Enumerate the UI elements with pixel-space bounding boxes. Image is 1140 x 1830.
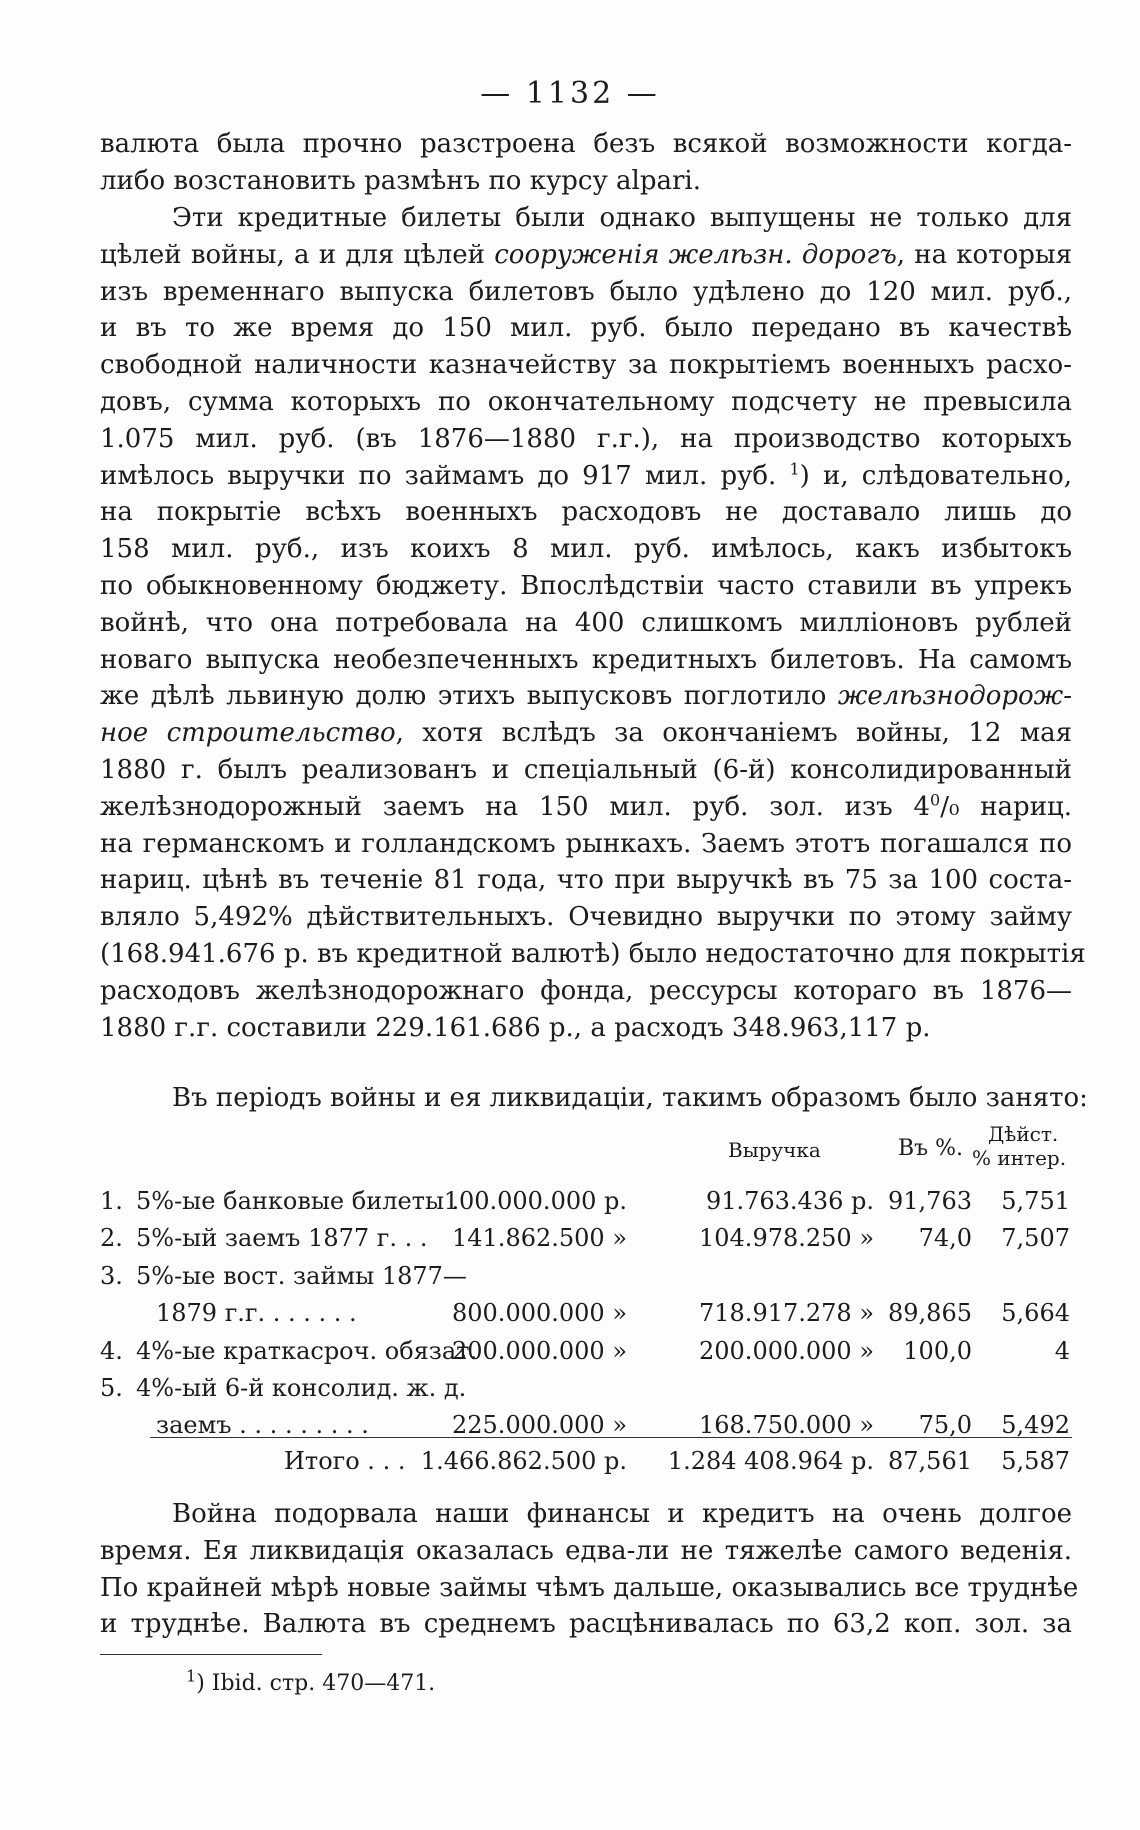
- text-line: на покрытіе всѣхъ военныхъ расходовъ не доставало лишь до: [100, 497, 1072, 528]
- table-row: [100, 1370, 1072, 1407]
- paragraph-war-finances: [100, 1496, 1079, 1643]
- text-line: нариц. цѣнѣ въ теченіе 81 года, что при выручкѣ въ 75 за 100 соста-: [100, 865, 1072, 896]
- header-proceeds: Выручка: [728, 1138, 821, 1162]
- nominal-cell: 100.000.000 р.: [443, 1187, 627, 1215]
- table-intro: [100, 1080, 1088, 1117]
- loans-table: [100, 1183, 1072, 1445]
- text-line: Въ періодъ войны и ея ликвидаціи, такимъ образомъ было занято:: [172, 1083, 1088, 1113]
- text-line: По крайней мѣрѣ новые займы чѣмъ дальше, оказывались все труднѣе: [100, 1572, 1079, 1603]
- footnote-text: ) Ibid. стр. 470—471.: [196, 1671, 436, 1696]
- percent-cell: 91,763: [888, 1187, 972, 1215]
- total-proceeds: 1.284 408.964 р.: [667, 1447, 874, 1475]
- paragraph-continuation: [100, 126, 1072, 200]
- row-label: 5%-ый заемъ 1877 г. . .: [136, 1224, 428, 1253]
- text-line: вляло 5,492% дѣйствительныхъ. Очевидно выручки по этому займу: [100, 902, 1072, 933]
- paragraph-credit-notes: [100, 200, 1086, 1046]
- effective-cell: 4: [1054, 1336, 1070, 1365]
- percent-cell: 74,0: [918, 1224, 972, 1253]
- total-nominal: 1.466.862.500 р.: [420, 1447, 627, 1475]
- effective-cell: 7,507: [1001, 1224, 1070, 1253]
- nominal-cell: 225.000.000 »: [452, 1411, 627, 1440]
- footnote-marker: 1: [186, 1666, 197, 1686]
- total-effective: 5,587: [1001, 1447, 1070, 1475]
- total-row-block: [100, 1443, 1072, 1480]
- text-line: новаго выпуска необезпеченныхъ кредитныхъ билетовъ. На самомъ: [100, 644, 1072, 675]
- effective-cell: 5,492: [1001, 1411, 1070, 1440]
- row-label: 5%-ые банковые билеты .: [136, 1187, 460, 1215]
- proceeds-cell: 200.000.000 »: [699, 1336, 874, 1365]
- row-label: заемъ . . . . . . . . .: [156, 1411, 369, 1440]
- page-number: — 1132 —: [480, 76, 660, 111]
- total-percent: 87,561: [888, 1447, 972, 1475]
- text-line: 1880 г. былъ реализованъ и спеціальный (6-й) консолидированный: [100, 754, 1072, 785]
- proceeds-cell: 168.750.000 »: [699, 1411, 874, 1440]
- text-line: изъ временнаго выпуска билетовъ было удѣлено до 120 мил. руб.,: [100, 276, 1072, 307]
- proceeds-cell: 91.763.436 р.: [705, 1187, 874, 1215]
- table-row: [100, 1295, 1072, 1332]
- footnote-ref: 1: [789, 458, 800, 478]
- text-line: на германскомъ и голландскомъ рынкахъ. Заемъ этотъ погашался по: [100, 828, 1072, 859]
- row-number: 5.: [100, 1373, 123, 1402]
- text-line: войнѣ, что она потребовала на 400 слишкомъ милліоновъ рублей: [100, 607, 1072, 638]
- text-line: довъ, сумма которыхъ по окончательному подсчету не превысила: [100, 386, 1072, 417]
- table-row: [100, 1407, 1072, 1444]
- table-row: [100, 1333, 1072, 1370]
- text-line: желѣзнодорожный заемъ на 150 мил. руб. зол. изъ $4^0/_0$ нариц.: [100, 790, 1073, 822]
- text-line: расходовъ желѣзнодорожнаго фонда, рессурсы котораго въ 1876—: [100, 975, 1072, 1006]
- text-line: по обыкновенному бюджету. Впослѣдствіи часто ставили въ упрекъ: [100, 570, 1072, 601]
- text-line: Эти кредитные билеты были однако выпущены не только для: [172, 203, 1072, 233]
- text-line: 1880 г.г. составили 229.161.686 р., а расходъ 348.963,117 р.: [100, 1012, 931, 1043]
- text-line: ное строительство, хотя вслѣдъ за окончаніемъ войны, 12 мая: [100, 718, 1072, 749]
- text-line: же дѣлѣ львиную долю этихъ выпусковъ поглотило желѣзнодорож-: [100, 681, 1072, 712]
- total-label: Итого . . .: [284, 1447, 406, 1475]
- proceeds-cell: 718.917.278 »: [699, 1299, 874, 1328]
- row-number: 2.: [100, 1224, 123, 1253]
- text-line: валюта была прочно разстроена безъ всякой возможности когда-: [100, 129, 1072, 159]
- text-line: имѣлось выручки по займамъ до 917 мил. руб. $^1$) и, слѣдовательно,: [100, 458, 1072, 491]
- row-label: 4%-ые краткасроч. обязат.: [136, 1336, 478, 1365]
- nominal-cell: 141.862.500 »: [452, 1224, 627, 1253]
- row-number: 3.: [100, 1261, 123, 1290]
- text-line: Война подорвала наши финансы и кредитъ на очень долгое: [172, 1499, 1072, 1529]
- text-line: 158 мил. руб., изъ коихъ 8 мил. руб. имѣлось, какъ избытокъ: [100, 534, 1072, 565]
- row-label: 1879 г.г. . . . . . .: [156, 1299, 357, 1328]
- row-number: 4.: [100, 1336, 123, 1365]
- row-label: 4%-ый 6-й консолид. ж. д.: [136, 1373, 467, 1402]
- effective-cell: 5,664: [1001, 1299, 1070, 1328]
- proceeds-cell: 104.978.250 »: [699, 1224, 874, 1253]
- text-line: и труднѣе. Валюта въ среднемъ расцѣнивалась по 63,2 коп. зол. за: [100, 1609, 1072, 1640]
- row-number: 1.: [100, 1187, 123, 1215]
- italic-phrase: желѣзнодорож-: [837, 681, 1072, 712]
- text-line: время. Ея ликвидація оказалась едва-ли не тяжелѣе самого веденія.: [100, 1535, 1072, 1566]
- header-percent: Въ %.: [898, 1136, 964, 1161]
- total-rule: [150, 1437, 1072, 1438]
- row-label: 5%-ые вост. займы 1877—: [136, 1261, 467, 1290]
- table-row: [100, 1258, 1072, 1295]
- text-line: и въ то же время до 150 мил. руб. было передано въ качествѣ: [100, 313, 1072, 344]
- header-effective-bottom: % интер.: [972, 1146, 1067, 1170]
- italic-phrase: сооруженія желѣзн. дорогъ: [494, 239, 897, 270]
- table-header: [100, 1122, 1072, 1182]
- text-line: свободной наличности казначейству за покрытіемъ военныхъ расхо-: [100, 350, 1072, 381]
- footnote-rule: [100, 1654, 322, 1655]
- text-line: 1.075 мил. руб. (въ 1876—1880 г.г.), на производство которыхъ: [100, 423, 1072, 454]
- percent-cell: 75,0: [918, 1411, 972, 1440]
- table-row: [100, 1183, 1072, 1220]
- italic-phrase: ное строительство: [100, 718, 396, 749]
- footnote: [186, 1666, 436, 1696]
- percent-cell: 100,0: [903, 1336, 972, 1365]
- nominal-cell: 200.000.000 »: [452, 1336, 627, 1365]
- nominal-cell: 800.000.000 »: [452, 1299, 627, 1328]
- header-effective-top: Дѣйст.: [988, 1122, 1059, 1146]
- total-row: [100, 1443, 1072, 1480]
- text-line: цѣлей войны, а и для цѣлей сооруженія желѣзн. дорогъ, на которыя: [100, 239, 1072, 270]
- table-row: [100, 1220, 1072, 1257]
- text-line: (168.941.676 р. въ кредитной валютѣ) было недостаточно для покрытія: [100, 938, 1086, 969]
- percent-cell: 89,865: [888, 1299, 972, 1328]
- text-line: либо возстановить размѣнъ по курсу alpari.: [100, 165, 701, 196]
- effective-cell: 5,751: [1001, 1187, 1070, 1215]
